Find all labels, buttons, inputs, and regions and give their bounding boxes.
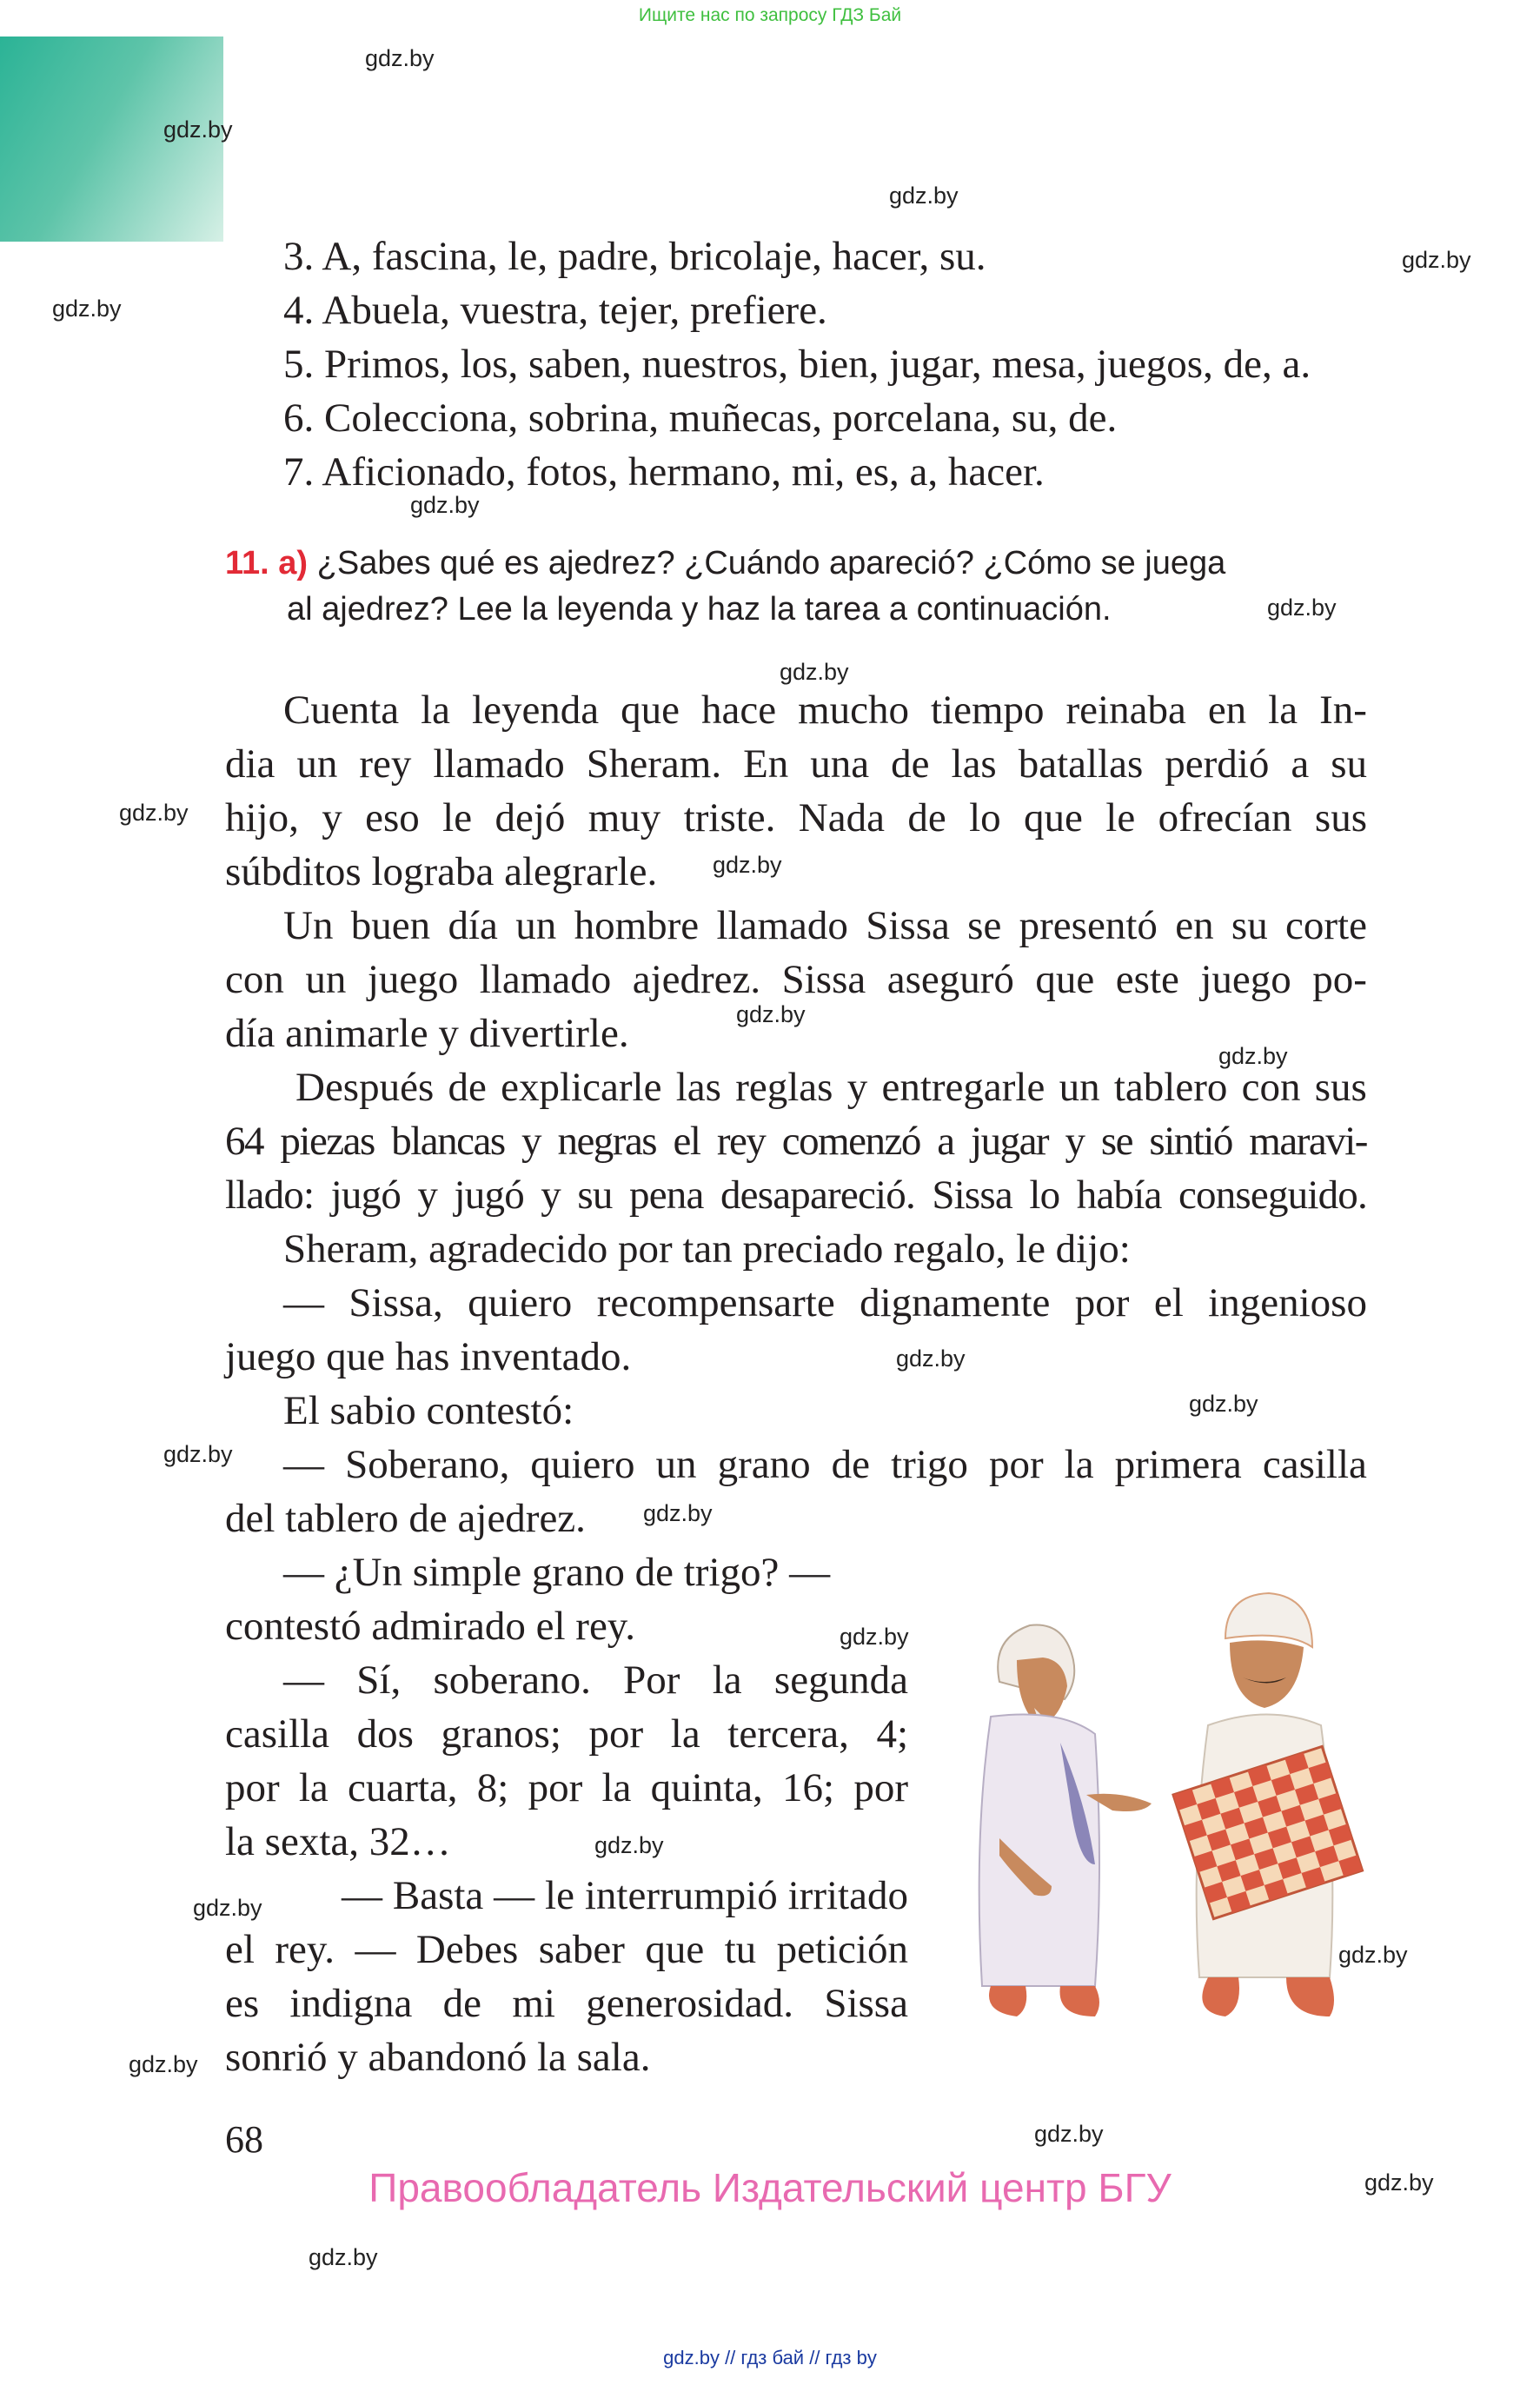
right-figure bbox=[1173, 1593, 1363, 2016]
story-line bbox=[225, 1711, 908, 1757]
word: perdió bbox=[1165, 741, 1270, 787]
watermark: gdz.by bbox=[889, 183, 959, 209]
word: saber bbox=[538, 1927, 625, 1972]
top-banner[interactable]: Ищите нас по запросу ГДЗ Бай bbox=[638, 5, 902, 25]
word: quiero bbox=[468, 1280, 573, 1325]
word: y bbox=[322, 795, 342, 840]
word: petición bbox=[776, 1927, 908, 1972]
word: por bbox=[528, 1765, 583, 1810]
word: y bbox=[541, 1173, 561, 1218]
word: por bbox=[853, 1765, 908, 1810]
word: el bbox=[1153, 1280, 1184, 1325]
word: su bbox=[577, 1173, 613, 1218]
watermark: gdz.by bbox=[163, 1441, 233, 1467]
word: hace bbox=[701, 688, 777, 733]
word: y bbox=[521, 1119, 541, 1164]
word: comenzó bbox=[781, 1119, 920, 1164]
word: le bbox=[442, 795, 473, 840]
word: recompensarte bbox=[596, 1280, 835, 1325]
word: casilla bbox=[1262, 1442, 1367, 1487]
story-line bbox=[225, 1980, 908, 2027]
story-line bbox=[225, 1764, 908, 1811]
story-line bbox=[295, 1064, 1367, 1111]
word: la bbox=[1064, 1442, 1094, 1487]
word: generosidad. bbox=[586, 1981, 794, 2026]
word: jugó bbox=[330, 1173, 402, 1218]
word: con bbox=[1241, 1065, 1301, 1110]
word: dignamente bbox=[860, 1280, 1051, 1325]
word: un bbox=[1059, 1065, 1100, 1110]
word: hombre bbox=[574, 903, 700, 948]
word: el bbox=[673, 1119, 700, 1164]
illustration-sheram-and-sissa bbox=[965, 1578, 1382, 2064]
watermark: gdz.by bbox=[410, 492, 480, 518]
word: maravi- bbox=[1249, 1119, 1367, 1164]
word: — bbox=[355, 1927, 396, 1972]
word: reinaba bbox=[1065, 688, 1186, 733]
word: jugar bbox=[971, 1119, 1049, 1164]
list-item: 4. Abuela, vuestra, tejer, prefiere. bbox=[283, 288, 827, 333]
word: la bbox=[298, 1765, 329, 1810]
story-line: día animarle y divertirle. bbox=[225, 1011, 629, 1056]
word: Cuenta bbox=[283, 688, 400, 733]
word: por bbox=[1074, 1280, 1130, 1325]
word: Soberano, bbox=[345, 1442, 510, 1487]
task-text-2: al ajedrez? Lee la leyenda y haz la tarea a continuación. bbox=[287, 591, 1112, 628]
word: la bbox=[1268, 688, 1298, 733]
word: grano bbox=[717, 1442, 811, 1487]
word: presentó bbox=[1019, 903, 1158, 948]
watermark: gdz.by bbox=[1402, 247, 1471, 273]
word: rey bbox=[716, 1119, 766, 1164]
footer-links[interactable]: gdz.by // гдз бай // гдз by bbox=[663, 2347, 877, 2368]
copyright-notice: Правообладатель Издательский центр БГУ bbox=[368, 2165, 1172, 2210]
list-item: 7. Aficionado, fotos, hermano, mi, es, a, hacer. bbox=[283, 449, 1045, 495]
word: granos; bbox=[441, 1711, 561, 1757]
word: ajedrez. bbox=[632, 957, 761, 1002]
list-item: 5. Primos, los, saben, nuestros, bien, jugar, mesa, juegos, de, a. bbox=[283, 342, 1311, 387]
word: En bbox=[743, 741, 789, 787]
task-heading bbox=[225, 541, 1390, 633]
word: es bbox=[225, 1981, 260, 2026]
story-line: contestó admirado el rey. bbox=[225, 1604, 635, 1649]
word: sus bbox=[1314, 795, 1367, 840]
story-line bbox=[283, 902, 1367, 949]
word: sus bbox=[1314, 1065, 1367, 1110]
word: quinta, bbox=[650, 1765, 763, 1810]
word: blancas bbox=[391, 1119, 505, 1164]
word: que bbox=[1024, 795, 1083, 840]
word: tercera, bbox=[727, 1711, 849, 1757]
word: de bbox=[448, 1065, 487, 1110]
word: Sí, bbox=[356, 1658, 402, 1703]
task-text-1: ¿Sabes qué es ajedrez? ¿Cuándo apareció? ¿Cómo se juega bbox=[316, 545, 1226, 581]
word: interrumpió bbox=[584, 1873, 778, 1918]
word: su bbox=[1231, 903, 1268, 948]
word: Debes bbox=[415, 1927, 519, 1972]
word: la bbox=[601, 1765, 632, 1810]
word: dia bbox=[225, 741, 275, 787]
word: y bbox=[417, 1173, 438, 1218]
story-line: juego que has inventado. bbox=[225, 1334, 632, 1379]
word: de bbox=[831, 1442, 871, 1487]
word: 4; bbox=[876, 1711, 908, 1757]
story-line bbox=[283, 1441, 1367, 1488]
word: por bbox=[988, 1442, 1044, 1487]
word: Sissa bbox=[932, 1173, 1012, 1218]
word: un bbox=[296, 741, 338, 787]
list-item: 3. A, fascina, le, padre, bricolaje, hacer, su. bbox=[283, 234, 986, 279]
word: cuarta, bbox=[348, 1765, 458, 1810]
word: las bbox=[951, 741, 997, 787]
word: buen bbox=[350, 903, 431, 948]
word: rey. bbox=[275, 1927, 335, 1972]
word: y bbox=[846, 1065, 868, 1110]
watermark: gdz.by bbox=[309, 2244, 378, 2270]
word: un bbox=[655, 1442, 697, 1487]
story-line: El sabio contestó: bbox=[283, 1388, 574, 1433]
word: mucho bbox=[798, 688, 910, 733]
word: aseguró bbox=[886, 957, 1014, 1002]
watermark: gdz.by bbox=[193, 1895, 262, 1921]
word: soberano. bbox=[433, 1658, 591, 1703]
word: casilla bbox=[225, 1711, 330, 1757]
watermark: gdz.by bbox=[1267, 595, 1337, 621]
word: entregarle bbox=[881, 1065, 1045, 1110]
left-figure bbox=[979, 1625, 1152, 2017]
word: de bbox=[442, 1981, 482, 2026]
watermark: gdz.by bbox=[780, 659, 849, 685]
word: negras bbox=[557, 1119, 657, 1164]
word: el bbox=[225, 1927, 255, 1972]
word: Nada bbox=[798, 795, 885, 840]
word: las bbox=[675, 1065, 721, 1110]
word: lo bbox=[1029, 1173, 1060, 1218]
word: 8; bbox=[476, 1765, 509, 1810]
watermark: gdz.by bbox=[713, 852, 782, 878]
watermark: gdz.by bbox=[1189, 1391, 1258, 1417]
word: pena bbox=[629, 1173, 704, 1218]
word: había bbox=[1076, 1173, 1162, 1218]
word: le bbox=[545, 1873, 574, 1918]
word: — bbox=[494, 1873, 535, 1918]
word: Sissa bbox=[866, 903, 950, 948]
word: un bbox=[305, 957, 347, 1002]
word: indigna bbox=[289, 1981, 413, 2026]
word: Después bbox=[295, 1065, 435, 1110]
story-line bbox=[283, 687, 1367, 734]
word: tiempo bbox=[931, 688, 1045, 733]
word: Sheram. bbox=[586, 741, 722, 787]
word: hijo, bbox=[225, 795, 299, 840]
word: este bbox=[1115, 957, 1179, 1002]
watermark: gdz.by bbox=[1338, 1942, 1408, 1968]
word: juego bbox=[1200, 957, 1291, 1002]
word: que bbox=[645, 1927, 705, 1972]
watermark: gdz.by bbox=[736, 1001, 806, 1027]
word: 64 bbox=[225, 1119, 263, 1164]
watermark: gdz.by bbox=[896, 1345, 966, 1372]
word: ofrecían bbox=[1158, 795, 1292, 840]
story-line bbox=[225, 1926, 908, 1973]
word: de bbox=[907, 795, 946, 840]
word: dos bbox=[356, 1711, 414, 1757]
watermark: gdz.by bbox=[840, 1624, 909, 1650]
word: a bbox=[1291, 741, 1310, 787]
word: primera bbox=[1114, 1442, 1242, 1487]
word: con bbox=[225, 957, 284, 1002]
task-line-1 bbox=[225, 541, 1390, 587]
word: llamado bbox=[479, 957, 612, 1002]
word: irritado bbox=[787, 1873, 908, 1918]
story-line: sonrió y abandonó la sala. bbox=[225, 2035, 651, 2080]
word: que bbox=[621, 688, 680, 733]
watermark: gdz.by bbox=[1218, 1043, 1288, 1069]
list-item: 6. Colecciona, sobrina, muñecas, porcelana, su, de. bbox=[283, 395, 1118, 441]
word: Un bbox=[283, 903, 334, 948]
word: lo bbox=[969, 795, 1001, 840]
word: segunda bbox=[773, 1658, 908, 1703]
word: su bbox=[1331, 741, 1367, 787]
task-subletter: a) bbox=[278, 545, 309, 581]
story-line bbox=[283, 1657, 908, 1704]
word: mi bbox=[512, 1981, 555, 2026]
word: piezas bbox=[280, 1119, 375, 1164]
word: de bbox=[891, 741, 930, 787]
task-number: 11. bbox=[225, 545, 269, 581]
word: día bbox=[448, 903, 498, 948]
word: una bbox=[810, 741, 870, 787]
word: la bbox=[421, 688, 451, 733]
watermark: gdz.by bbox=[643, 1500, 713, 1526]
story-line bbox=[225, 741, 1367, 787]
watermark: gdz.by bbox=[119, 800, 189, 826]
word: reglas bbox=[735, 1065, 833, 1110]
word: por bbox=[588, 1711, 644, 1757]
watermark: gdz.by bbox=[1034, 2121, 1104, 2147]
story-line: la sexta, 32… bbox=[225, 1819, 451, 1864]
word: leyenda bbox=[472, 688, 600, 733]
story-line bbox=[225, 1172, 1367, 1219]
watermark: gdz.by bbox=[52, 296, 122, 322]
story-line bbox=[283, 1279, 1367, 1326]
word: — bbox=[283, 1280, 324, 1325]
word: In- bbox=[1319, 688, 1367, 733]
word: Basta bbox=[392, 1873, 484, 1918]
word: en bbox=[1207, 688, 1247, 733]
word: Sissa bbox=[781, 957, 866, 1002]
word: por bbox=[225, 1765, 280, 1810]
word: muy bbox=[587, 795, 661, 840]
word: ingenioso bbox=[1208, 1280, 1367, 1325]
watermark: gdz.by bbox=[1364, 2169, 1434, 2196]
story-line: del tablero de ajedrez. bbox=[225, 1496, 586, 1541]
word: quiero bbox=[530, 1442, 635, 1487]
word: se bbox=[1100, 1119, 1133, 1164]
word: batallas bbox=[1018, 741, 1144, 787]
story-line bbox=[225, 794, 1367, 841]
word: trigo bbox=[891, 1442, 968, 1487]
word: desapareció. bbox=[720, 1173, 915, 1218]
word: sintió bbox=[1149, 1119, 1232, 1164]
word: conseguido. bbox=[1178, 1173, 1367, 1218]
word: que bbox=[1035, 957, 1095, 1002]
story-line: Sheram, agradecido por tan preciado regalo, le dijo: bbox=[283, 1226, 1131, 1272]
word: 16; bbox=[782, 1765, 835, 1810]
word: se bbox=[967, 903, 1002, 948]
word: un bbox=[515, 903, 557, 948]
word: le bbox=[1105, 795, 1136, 840]
story-line bbox=[342, 1872, 908, 1919]
story-line: — ¿Un simple grano de trigo? — bbox=[283, 1550, 831, 1595]
word: explicarle bbox=[501, 1065, 662, 1110]
word: — bbox=[283, 1442, 324, 1487]
word: juego bbox=[367, 957, 459, 1002]
word: Por bbox=[623, 1658, 680, 1703]
word: la bbox=[712, 1658, 742, 1703]
word: corte bbox=[1285, 903, 1367, 948]
word: tablero bbox=[1113, 1065, 1228, 1110]
word: dejó bbox=[495, 795, 566, 840]
word: llado: bbox=[225, 1173, 315, 1218]
watermark: gdz.by bbox=[163, 116, 233, 143]
word: jugó bbox=[454, 1173, 524, 1218]
word: rey bbox=[359, 741, 412, 787]
word: Sissa, bbox=[348, 1280, 443, 1325]
story-line bbox=[225, 1118, 1367, 1165]
story-line: súbditos lograba alegrarle. bbox=[225, 849, 658, 894]
watermark: gdz.by bbox=[129, 2051, 198, 2077]
word: llamado bbox=[716, 903, 848, 948]
word: eso bbox=[365, 795, 420, 840]
word: la bbox=[670, 1711, 700, 1757]
word: triste. bbox=[683, 795, 776, 840]
word: en bbox=[1175, 903, 1214, 948]
word: y bbox=[1065, 1119, 1085, 1164]
word: — bbox=[342, 1873, 382, 1918]
watermark: gdz.by bbox=[594, 1832, 664, 1858]
story-line bbox=[225, 956, 1367, 1003]
word: po- bbox=[1312, 957, 1367, 1002]
page-number: 68 bbox=[225, 2118, 263, 2161]
word: llamado bbox=[433, 741, 565, 787]
word: a bbox=[937, 1119, 954, 1164]
word: tu bbox=[724, 1927, 757, 1972]
word: Sissa bbox=[824, 1981, 908, 2026]
word: — bbox=[283, 1658, 324, 1703]
watermark: gdz.by bbox=[365, 45, 435, 71]
